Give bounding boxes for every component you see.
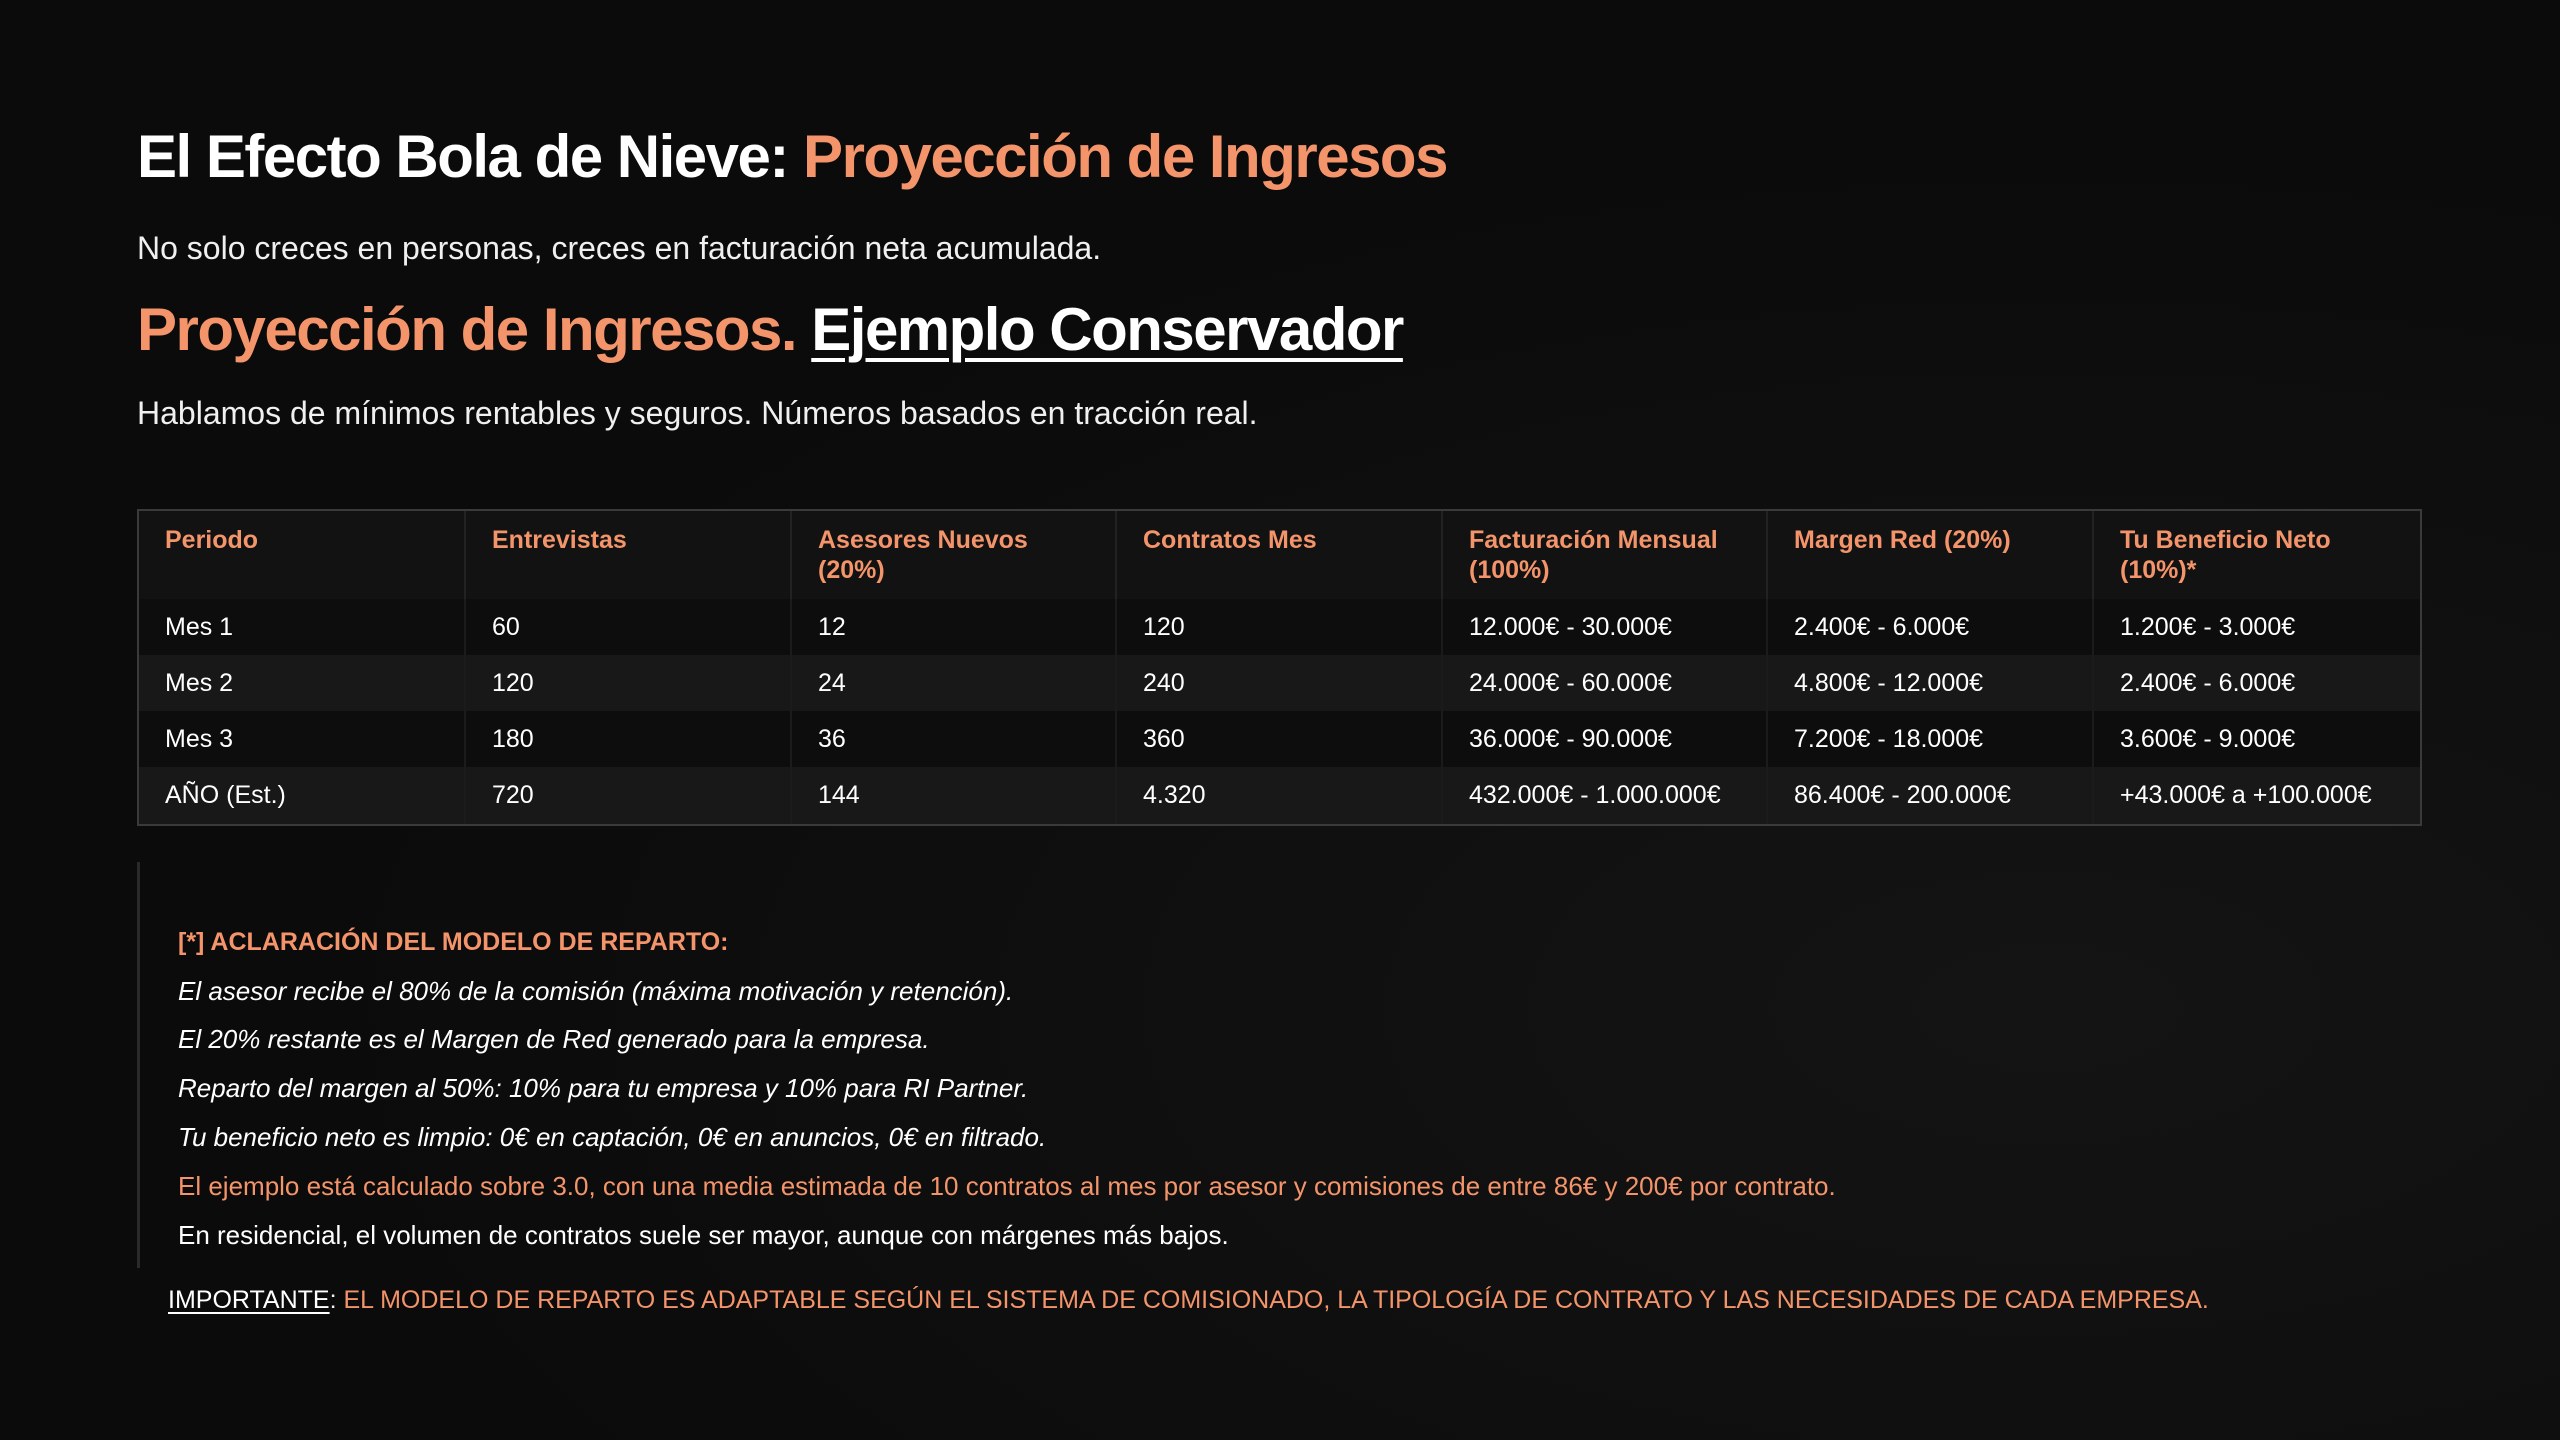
table-cell: 12 xyxy=(791,599,1116,655)
table-cell: 144 xyxy=(791,767,1116,824)
table-cell: 3.600€ - 9.000€ xyxy=(2093,711,2420,767)
table-cell: 7.200€ - 18.000€ xyxy=(1767,711,2093,767)
important-label: IMPORTANTE xyxy=(168,1286,330,1314)
table-cell: 180 xyxy=(465,711,791,767)
table-cell: Mes 2 xyxy=(139,655,465,711)
note-residential: En residencial, el volumen de contratos suele ser mayor, aunque con márgenes más bajos. xyxy=(178,1220,1229,1250)
table-header-row xyxy=(139,511,2420,599)
table-cell: 24.000€ - 60.000€ xyxy=(1442,655,1767,711)
table-cell: 86.400€ - 200.000€ xyxy=(1767,767,2093,824)
table-cell: 2.400€ - 6.000€ xyxy=(1767,599,2093,655)
important-notice xyxy=(168,1286,2209,1315)
table-cell: 36.000€ - 90.000€ xyxy=(1442,711,1767,767)
table-cell: 12.000€ - 30.000€ xyxy=(1442,599,1767,655)
column-header-asesores-nuevos: Asesores Nuevos (20%) xyxy=(791,511,1116,599)
table-cell: 240 xyxy=(1116,655,1442,711)
table-cell: 360 xyxy=(1116,711,1442,767)
income-projection-table xyxy=(137,509,2422,826)
important-text: EL MODELO DE REPARTO ES ADAPTABLE SEGÚN EL SISTEMA DE COMISIONADO, LA TIPOLOGÍA DE CONTRATO Y LAS NECESIDADES DE CADA EMPRESA. xyxy=(343,1286,2209,1314)
table-cell: 4.320 xyxy=(1116,767,1442,824)
page-subtitle: No solo creces en personas, creces en facturación neta acumulada. xyxy=(137,230,1102,266)
page-title xyxy=(137,122,1447,191)
section-subtitle: Hablamos de mínimos rentables y seguros. Números basados en tracción real. xyxy=(137,395,1258,431)
table-row xyxy=(139,599,2420,655)
note-line: El 20% restante es el Margen de Red generado para la empresa. xyxy=(178,1024,930,1054)
table-cell: 1.200€ - 3.000€ xyxy=(2093,599,2420,655)
table-cell: 60 xyxy=(465,599,791,655)
table-cell: 36 xyxy=(791,711,1116,767)
column-header-contratos-mes: Contratos Mes xyxy=(1116,511,1442,599)
column-header-beneficio-neto: Tu Beneficio Neto (10%)* xyxy=(2093,511,2420,599)
table-cell: 120 xyxy=(465,655,791,711)
table-row xyxy=(139,655,2420,711)
table-cell: 720 xyxy=(465,767,791,824)
table-row xyxy=(139,767,2420,824)
table-cell: 2.400€ - 6.000€ xyxy=(2093,655,2420,711)
note-line: Reparto del margen al 50%: 10% para tu empresa y 10% para RI Partner. xyxy=(178,1073,1029,1103)
note-line: El asesor recibe el 80% de la comisión (máxima motivación y retención). xyxy=(178,976,1014,1006)
page-title-accent: Proyección de Ingresos xyxy=(803,123,1447,190)
column-header-margen-red: Margen Red (20%) xyxy=(1767,511,2093,599)
important-separator: : xyxy=(329,1286,344,1314)
section-title xyxy=(137,295,1403,364)
table-cell: 120 xyxy=(1116,599,1442,655)
section-title-accent: Proyección de Ingresos. xyxy=(137,296,797,363)
note-heading: [*] ACLARACIÓN DEL MODELO DE REPARTO: xyxy=(178,928,729,956)
column-header-facturacion-mensual: Facturación Mensual (100%) xyxy=(1442,511,1767,599)
table-cell: Mes 1 xyxy=(139,599,465,655)
page-title-main: El Efecto Bola de Nieve: xyxy=(137,123,804,190)
table-cell: +43.000€ a +100.000€ xyxy=(2093,767,2420,824)
table-cell: Mes 3 xyxy=(139,711,465,767)
clarification-note xyxy=(137,862,2340,1268)
column-header-entrevistas: Entrevistas xyxy=(465,511,791,599)
table-row xyxy=(139,711,2420,767)
table-cell: 24 xyxy=(791,655,1116,711)
note-line: Tu beneficio neto es limpio: 0€ en captación, 0€ en anuncios, 0€ en filtrado. xyxy=(178,1122,1047,1152)
section-title-link[interactable]: Ejemplo Conservador xyxy=(811,296,1403,363)
table-cell: 432.000€ - 1.000.000€ xyxy=(1442,767,1767,824)
table-cell: 4.800€ - 12.000€ xyxy=(1767,655,2093,711)
table-cell: AÑO (Est.) xyxy=(139,767,465,824)
note-calculation: El ejemplo está calculado sobre 3.0, con una media estimada de 10 contratos al mes por asesor y comisiones de entre 86€ y 200€ por contrato. xyxy=(178,1171,1836,1201)
column-header-periodo: Periodo xyxy=(139,511,465,599)
